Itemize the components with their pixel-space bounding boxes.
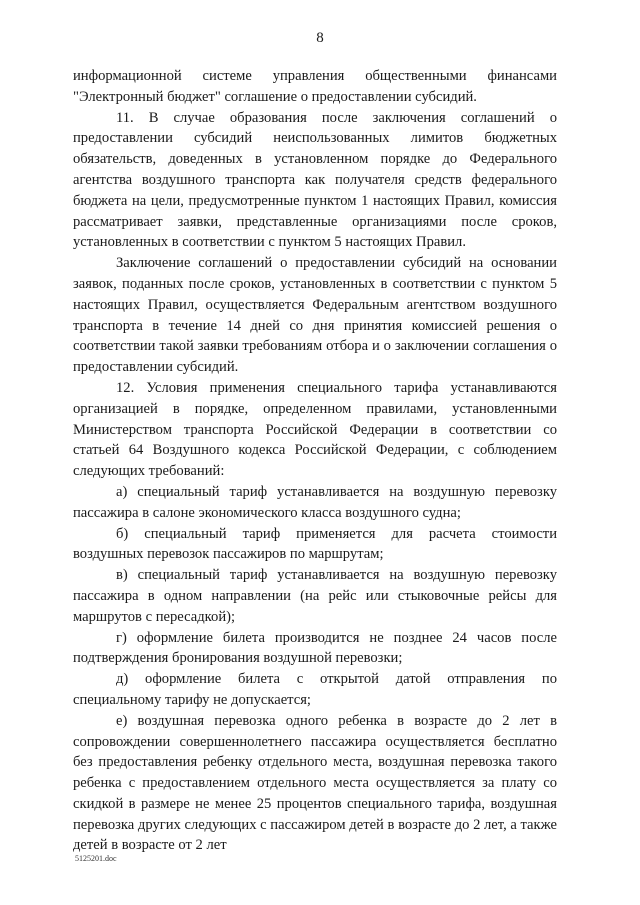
- paragraph-subitem-d: д) оформление билета с открытой датой отправления по специальному тарифу не допускается;: [73, 671, 557, 708]
- paragraph-item-11: 11. В случае образования после заключения соглашений о предоставлении субсидий неиспользованных лимитов бюджетных обязательств, доведенных в установленном порядке до Федерального агентства воздушного транспорта как получателя средств федерального бюджета на цели, предусмотренные пунктом 1 настоящих Правил, комиссия рассматривает заявки, представленные организациями после сроков, установленных в соответствии с пунктом 5 настоящих Правил.: [73, 109, 557, 251]
- paragraph-continuation: информационной системе управления общественными финансами "Электронный бюджет" соглашение о предоставлении субсидий.: [73, 68, 557, 105]
- paragraph-subitem-a: а) специальный тариф устанавливается на воздушную перевозку пассажира в салоне экономического класса воздушного судна;: [73, 483, 557, 521]
- paragraph-agreement-conclusion: Заключение соглашений о предоставлении субсидий на основании заявок, поданных после сроков, установленных в соответствии с пунктом 5 настоящих Правил, осуществляется Федеральным агентством воздушного транспорта в течение 14 дней со дня принятия комиссией решения о соответствии такой заявки требованиям отбора и о заключении соглашения о предоставлении субсидий.: [73, 255, 557, 376]
- paragraph-subitem-v: в) специальный тариф устанавливается на воздушную перевозку пассажира в одном направлении (на рейс или стыковочные рейсы для маршрутов с пересадкой);: [73, 567, 557, 625]
- page-number: 8: [316, 30, 324, 46]
- paragraph-subitem-b: б) специальный тариф применяется для расчета стоимости воздушных перевозок пассажиров по маршрутам;: [73, 525, 557, 563]
- paragraph-subitem-g: г) оформление билета производится не позднее 24 часов после подтверждения бронирования воздушной перевозки;: [73, 629, 557, 667]
- document-body: [73, 66, 557, 856]
- paragraph-item-12: 12. Условия применения специального тарифа устанавливаются организацией в порядке, определенном правилами, установленными Министерством транспорта Российской Федерации в соответствии со статьей 64 Воздушного кодекса Российской Федерации, с соблюдением следующих требований:: [73, 379, 557, 480]
- paragraph-subitem-e: е) воздушная перевозка одного ребенка в возрасте до 2 лет в сопровождении совершеннолетнего пассажира осуществляется бесплатно без предоставления ребенку отдельного места, воздушная перевозка такого ребенка с предоставлением отдельного места осуществляется за плату со скидкой в размере не менее 25 процентов специального тарифа, воздушная перевозка других следующих с пассажиром детей в возрасте до 2 лет, а также детей в возрасте от 2 лет: [73, 712, 557, 854]
- document-file-code: 5125201.doc: [75, 854, 117, 863]
